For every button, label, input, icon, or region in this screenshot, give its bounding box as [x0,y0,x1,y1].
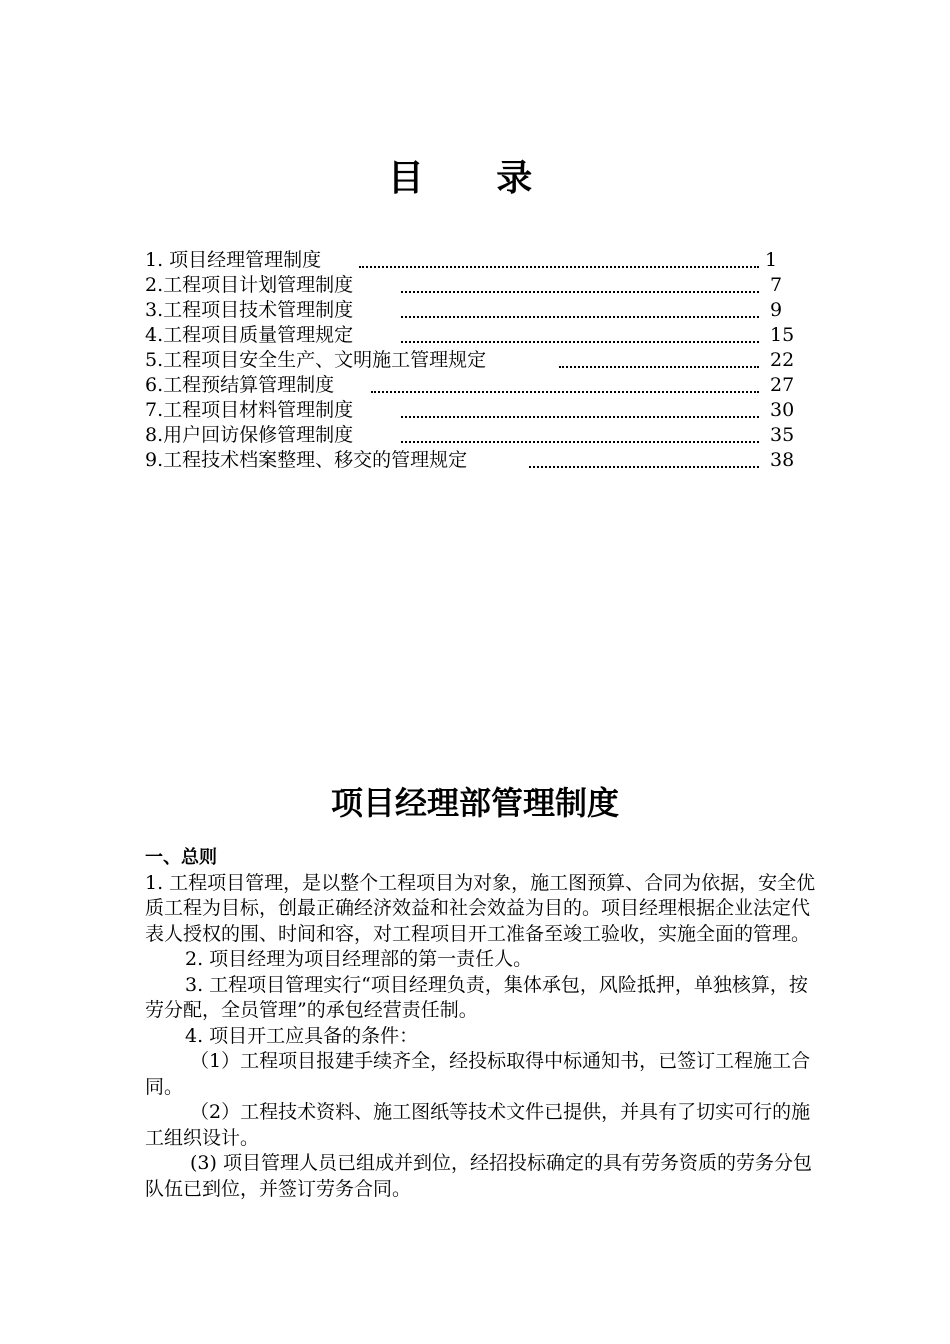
toc-entry[interactable] [145,273,805,298]
toc-entry-page: 22 [770,349,795,371]
toc-entry-label: 3.工程项目技术管理制度 [145,299,354,321]
toc-entry-page: 38 [770,449,795,471]
toc-entry-page: 9 [770,299,783,321]
toc-entry-label: 4.工程项目质量管理规定 [145,324,354,346]
body-paragraph: （1）工程项目报建手续齐全，经投标取得中标通知书，已签订工程施工合同。 [145,1050,811,1098]
body-paragraph: 4. 项目开工应具备的条件： [185,1024,419,1047]
toc-leader-dots [401,316,759,318]
toc-entry-page: 30 [770,399,795,421]
toc-entry-label: 1. 项目经理管理制度 [145,249,322,271]
toc-entry[interactable] [145,298,805,323]
toc-title: 目 录 [387,158,563,199]
section-heading: 一、总则 [145,847,217,868]
toc-entry-label: 2.工程项目计划管理制度 [145,274,354,296]
toc-entry[interactable] [145,323,805,348]
toc-leader-dots [401,291,759,293]
section-title: 项目经理部管理制度 [330,784,619,822]
toc-leader-dots [529,466,759,468]
toc-leader-dots [401,441,759,443]
body-paragraph: (3) 项目管理人员已组成并到位，经招投标确定的具有劳务资质的劳务分包队伍已到位，并签订劳务合同。 [145,1152,812,1200]
body-paragraph: 3. 工程项目管理实行“项目经理负责，集体承包，风险抵押，单独核算，按劳分配，全员管理”的承包经营责任制。 [145,973,808,1021]
toc-entry-page: 15 [770,324,795,346]
toc-leader-dots [559,366,759,368]
toc-entry-label: 5.工程项目安全生产、文明施工管理规定 [145,349,487,371]
toc-leader-dots [401,416,759,418]
toc-entry[interactable] [145,248,805,273]
toc-entry-label: 9.工程技术档案整理、移交的管理规定 [145,449,468,471]
body-paragraph: 1. 工程项目管理，是以整个工程项目为对象，施工图预算、合同为依据，安全优质工程为目标，创最正确经济效益和社会效益为目的。项目经理根据企业法定代表人授权的围、时间和容，对工程项目开工准备至竣工验收，实施全面的管理。 [145,871,816,945]
toc-entry-label: 7.工程项目材料管理制度 [145,399,354,421]
toc-entry-label: 6.工程预结算管理制度 [145,374,335,396]
toc-entry[interactable] [145,423,805,448]
table-of-contents [145,248,805,473]
toc-leader-dots [371,391,759,393]
toc-entry[interactable] [145,373,805,398]
section-body [145,845,817,1202]
toc-entry-page: 35 [770,424,795,446]
toc-entry-page: 7 [770,274,783,296]
toc-entry-label: 8.用户回访保修管理制度 [145,424,354,446]
toc-entry-page: 1 [765,249,778,271]
toc-leader-dots [359,266,759,268]
toc-entry-page: 27 [770,374,795,396]
body-paragraph: 2. 项目经理为项目经理部的第一责任人。 [185,948,533,970]
toc-entry[interactable] [145,348,805,373]
toc-entry[interactable] [145,448,805,473]
toc-entry[interactable] [145,398,805,423]
toc-leader-dots [401,341,759,343]
body-paragraph: （2）工程技术资料、施工图纸等技术文件已提供，并具有了切实可行的施工组织设计。 [145,1101,811,1149]
